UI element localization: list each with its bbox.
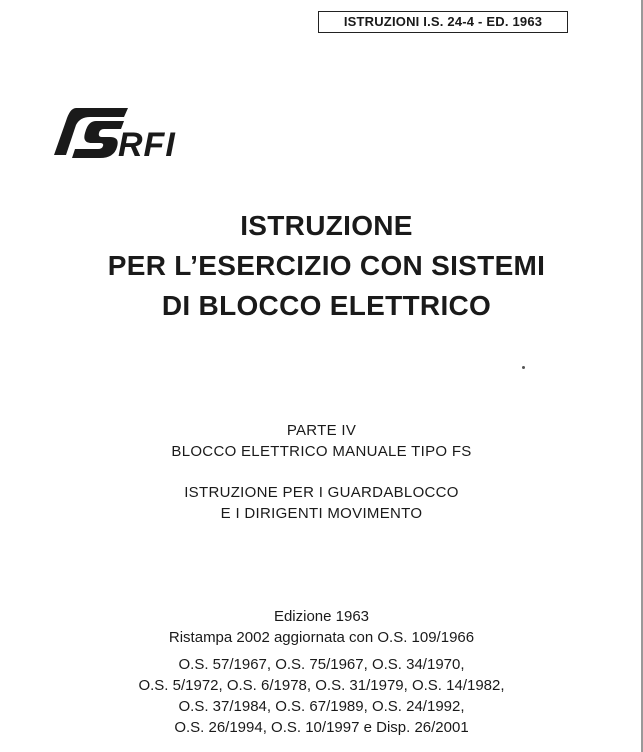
update-list <box>0 654 643 738</box>
update-line: O.S. 5/1972, O.S. 6/1978, O.S. 31/1979, O.S. 14/1982, <box>138 677 505 694</box>
part-heading <box>0 420 643 462</box>
audience-heading <box>0 482 643 524</box>
part-label: PARTE IV <box>286 422 357 439</box>
edition-label: Edizione 1963 <box>273 608 370 625</box>
title-line-3: DI BLOCCO ELETTRICO <box>161 290 492 321</box>
update-line: O.S. 26/1994, O.S. 10/1997 e Disp. 26/2001 <box>174 719 469 736</box>
part-subtitle: BLOCCO ELETTRICO MANUALE TIPO FS <box>171 443 472 460</box>
title-line-1: ISTRUZIONE <box>240 210 413 241</box>
reprint-label: Ristampa 2002 aggiornata con O.S. 109/1966 <box>168 629 475 646</box>
rfi-logo-text: RFI <box>118 126 176 164</box>
document-code-box <box>318 11 568 33</box>
audience-line-2: E I DIRIGENTI MOVIMENTO <box>220 505 423 522</box>
document-title <box>0 206 643 326</box>
edition-info <box>0 606 643 648</box>
update-line: O.S. 57/1967, O.S. 75/1967, O.S. 34/1970, <box>178 656 465 673</box>
scan-speck <box>522 366 525 369</box>
document-code: ISTRUZIONI I.S. 24-4 - ED. 1963 <box>343 14 543 29</box>
update-line: O.S. 37/1984, O.S. 67/1989, O.S. 24/1992, <box>178 698 465 715</box>
audience-line-1: ISTRUZIONE PER I GUARDABLOCCO <box>184 484 459 501</box>
title-line-2: PER L’ESERCIZIO CON SISTEMI <box>107 250 546 281</box>
